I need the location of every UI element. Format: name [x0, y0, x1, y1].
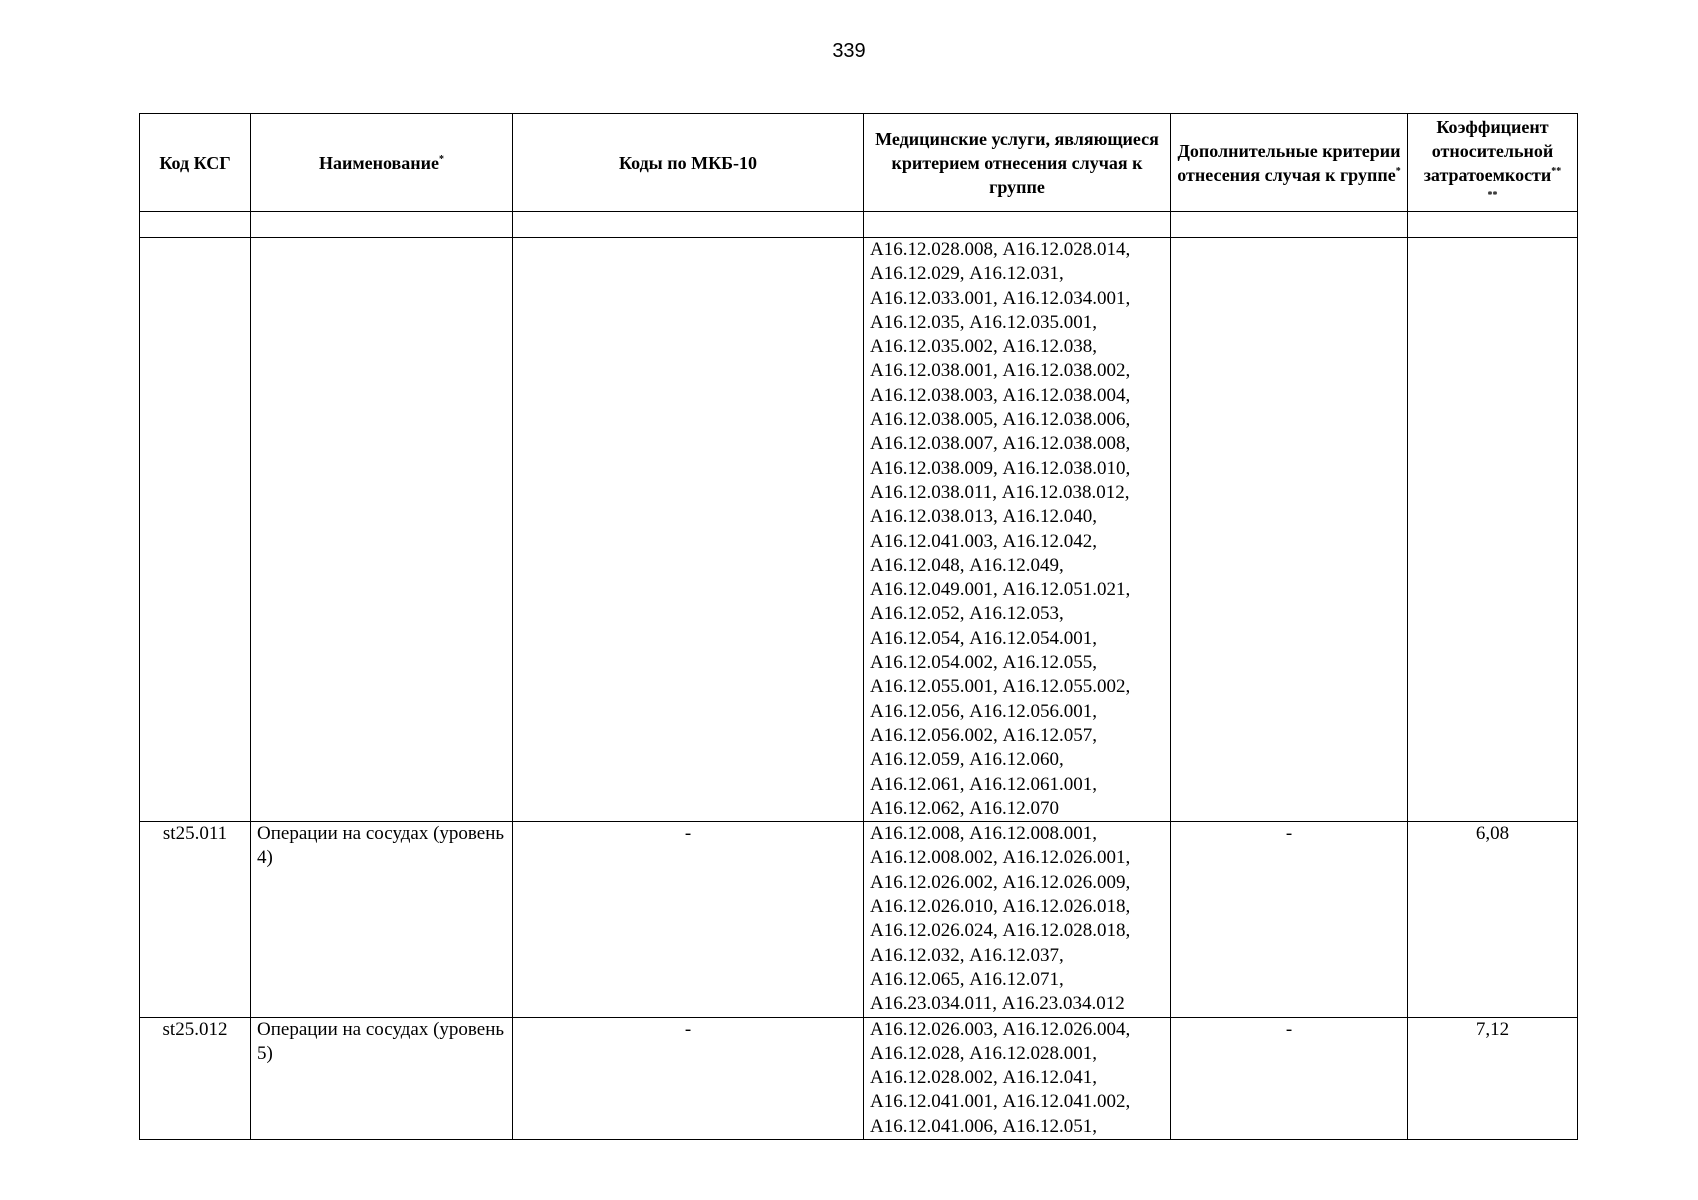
- ksg-table: [139, 113, 1578, 1140]
- spacer-row: [140, 212, 1578, 238]
- cell-code: [140, 238, 251, 822]
- footnote-mark: *: [1395, 165, 1401, 177]
- service-code-line: А16.12.008, А16.12.008.001,: [870, 823, 1097, 845]
- service-code-line: А16.12.026.010, А16.12.026.018,: [870, 896, 1131, 918]
- header-extra: Дополнительные критерии отнесения случая к группе*: [1171, 114, 1408, 212]
- cell-coef: [1408, 238, 1578, 822]
- cell-coef: 6,08: [1408, 822, 1578, 1017]
- service-code-line: А16.12.038.005, А16.12.038.006,: [870, 409, 1131, 431]
- table-header-row: [140, 114, 1578, 212]
- service-code-line: А16.12.008.002, А16.12.026.001,: [870, 847, 1131, 869]
- service-code-line: А16.12.054, А16.12.054.001,: [870, 627, 1097, 649]
- cell-code: st25.012: [140, 1017, 251, 1139]
- service-code-line: А16.12.059, А16.12.060,: [870, 749, 1064, 771]
- service-code-line: А16.12.061, А16.12.061.001,: [870, 773, 1097, 795]
- service-code-line: А16.12.032, А16.12.037,: [870, 944, 1064, 966]
- service-code-line: А16.12.038.009, А16.12.038.010,: [870, 457, 1131, 479]
- service-code-line: А16.12.028.008, А16.12.028.014,: [870, 239, 1131, 260]
- footnote-mark: **: [1487, 189, 1498, 201]
- service-code-line: А16.12.056, А16.12.056.001,: [870, 700, 1097, 722]
- cell-services: [864, 1017, 1171, 1139]
- service-code-line: А16.12.028.002, А16.12.041,: [870, 1067, 1097, 1089]
- header-code: Код КСГ: [140, 114, 251, 212]
- table-row: [140, 238, 1578, 822]
- service-code-line: А16.23.034.011, А16.23.034.012: [870, 993, 1125, 1015]
- cell-extra: -: [1171, 822, 1408, 1017]
- service-code-line: А16.12.041.006, А16.12.051,: [870, 1115, 1097, 1137]
- cell-coef: 7,12: [1408, 1017, 1578, 1139]
- service-code-line: А16.12.028, А16.12.028.001,: [870, 1042, 1097, 1064]
- table-row: [140, 822, 1578, 1017]
- header-coef: Коэффициент относительной затратоемкости** **: [1408, 114, 1578, 212]
- header-services: Медицинские услуги, являющиеся критерием отнесения случая к группе: [864, 114, 1171, 212]
- service-code-line: А16.12.038.003, А16.12.038.004,: [870, 384, 1131, 406]
- cell-icd: -: [513, 1017, 864, 1139]
- service-code-line: А16.12.026.002, А16.12.026.009,: [870, 871, 1131, 893]
- cell-extra: -: [1171, 1017, 1408, 1139]
- cell-name: Операции на сосудах (уровень 4): [251, 822, 513, 1017]
- service-code-line: А16.12.026.003, А16.12.026.004,: [870, 1018, 1131, 1040]
- cell-name: Операции на сосудах (уровень 5): [251, 1017, 513, 1139]
- service-code-line: А16.12.029, А16.12.031,: [870, 263, 1064, 285]
- service-code-line: А16.12.033.001, А16.12.034.001,: [870, 287, 1131, 309]
- service-code-line: А16.12.038.013, А16.12.040,: [870, 506, 1097, 528]
- footnote-mark: *: [439, 153, 444, 165]
- header-icd: Коды по МКБ-10: [513, 114, 864, 212]
- service-code-line: А16.12.038.011, А16.12.038.012,: [870, 481, 1130, 503]
- service-code-line: А16.12.049.001, А16.12.051.021,: [870, 579, 1131, 601]
- service-code-line: А16.12.054.002, А16.12.055,: [870, 652, 1097, 674]
- service-code-line: А16.12.052, А16.12.053,: [870, 603, 1064, 625]
- cell-services: [864, 238, 1171, 822]
- cell-name: [251, 238, 513, 822]
- service-code-line: А16.12.065, А16.12.071,: [870, 968, 1064, 990]
- service-code-line: А16.12.035.002, А16.12.038,: [870, 336, 1097, 358]
- service-code-line: А16.12.038.007, А16.12.038.008,: [870, 433, 1131, 455]
- service-code-line: А16.12.038.001, А16.12.038.002,: [870, 360, 1131, 382]
- cell-icd: [513, 238, 864, 822]
- header-name: Наименование*: [251, 114, 513, 212]
- service-code-line: А16.12.041.001, А16.12.041.002,: [870, 1091, 1131, 1113]
- cell-code: st25.011: [140, 822, 251, 1017]
- cell-extra: [1171, 238, 1408, 822]
- page-number: 339: [832, 40, 866, 62]
- service-code-line: А16.12.026.024, А16.12.028.018,: [870, 920, 1131, 942]
- footnote-mark: **: [1551, 165, 1562, 177]
- service-code-line: А16.12.035, А16.12.035.001,: [870, 311, 1097, 333]
- service-code-line: А16.12.055.001, А16.12.055.002,: [870, 676, 1131, 698]
- table-row: [140, 1017, 1578, 1139]
- service-code-line: А16.12.041.003, А16.12.042,: [870, 530, 1097, 552]
- cell-icd: -: [513, 822, 864, 1017]
- service-code-line: А16.12.056.002, А16.12.057,: [870, 724, 1097, 746]
- service-code-line: А16.12.048, А16.12.049,: [870, 554, 1064, 576]
- service-code-line: А16.12.062, А16.12.070: [870, 797, 1059, 819]
- cell-services: [864, 822, 1171, 1017]
